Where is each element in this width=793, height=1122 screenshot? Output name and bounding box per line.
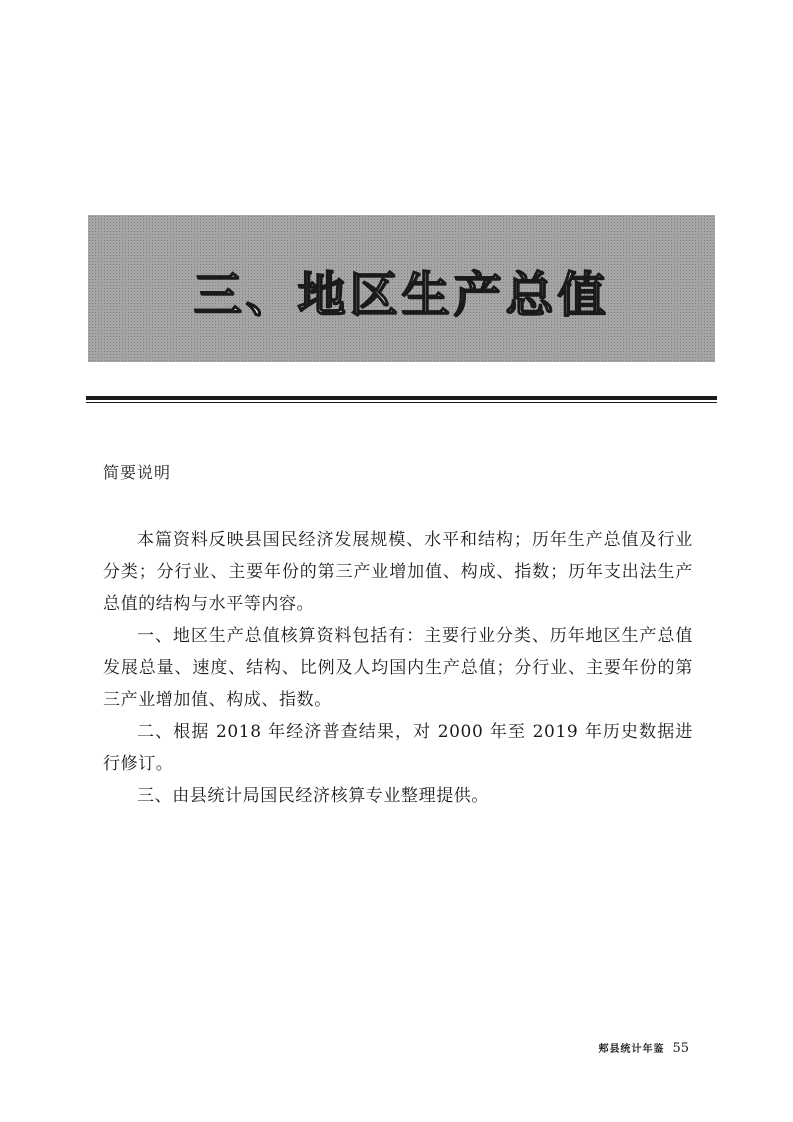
chapter-banner bbox=[88, 215, 715, 362]
body-text bbox=[103, 524, 693, 812]
footer-book-title: 郏县统计年鉴 bbox=[598, 1044, 665, 1055]
paragraph-item-2: 二、根据 2018 年经济普查结果，对 2000 年至 2019 年历史数据进行修订。 bbox=[103, 722, 693, 774]
paragraph-item-1: 一、地区生产总值核算资料包括有：主要行业分类、历年地区生产总值发展总量、速度、结构、比例及人均国内生产总值；分行业、主要年份的第三产业增加值、构成、指数。 bbox=[103, 626, 693, 710]
paragraph-intro: 本篇资料反映县国民经济发展规模、水平和结构；历年生产总值及行业分类；分行业、主要年份的第三产业增加值、构成、指数；历年支出法生产总值的结构与水平等内容。 bbox=[103, 530, 693, 614]
divider-thin bbox=[86, 402, 717, 403]
paragraph-item-3: 三、由县统计局国民经济核算专业整理提供。 bbox=[137, 786, 489, 806]
chapter-title: 三、地区生产总值 bbox=[193, 267, 610, 323]
divider-thick bbox=[86, 396, 717, 400]
section-heading: 简要说明 bbox=[103, 463, 172, 482]
page-footer bbox=[598, 1040, 689, 1056]
page-number: 55 bbox=[672, 1041, 689, 1056]
